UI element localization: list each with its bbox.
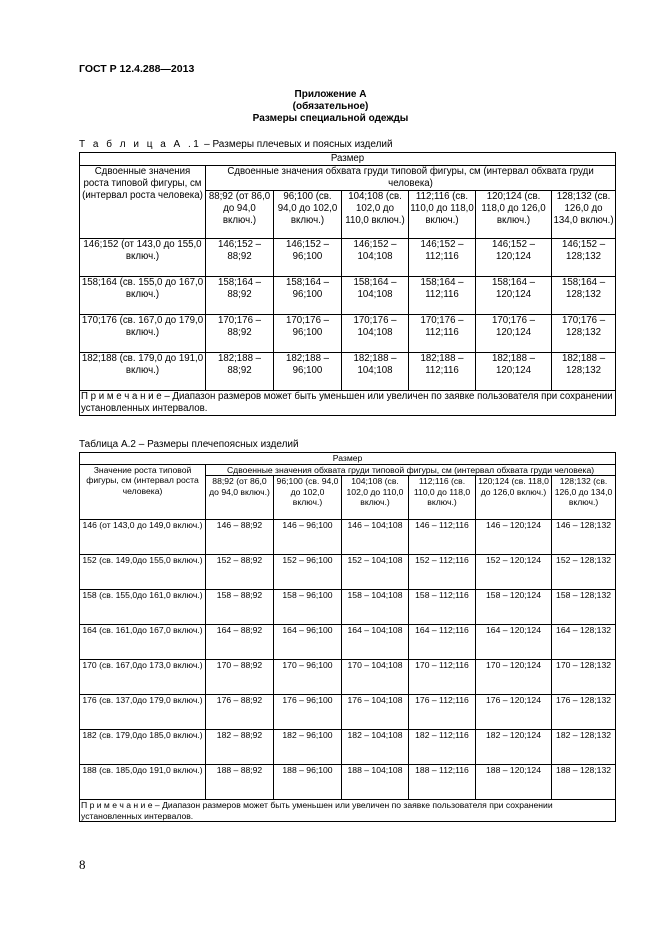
size-cell: 158;164 – 128;132: [552, 277, 616, 315]
size-cell: 152 – 112;116: [409, 555, 476, 590]
size-cell: 146 – 120;124: [476, 520, 552, 555]
table2: [79, 452, 616, 822]
size-cell: 164 – 96;100: [274, 625, 342, 660]
size-cell: 158;164 – 112;116: [409, 277, 476, 315]
table1-caption-text: – Размеры плечевых и поясных изделий: [201, 139, 393, 150]
row-height-cell: 146 (от 143,0 до 149,0 включ.): [80, 520, 206, 555]
size-cell: 146;152 – 104;108: [342, 239, 409, 277]
row-height-cell: 176 (св. 137,0до 179,0 включ.): [80, 695, 206, 730]
table1-caption: [79, 139, 393, 150]
row-height-cell: 152 (св. 149,0до 155,0 включ.): [80, 555, 206, 590]
table-row: [80, 353, 616, 391]
table2-caption: [79, 439, 299, 450]
table1-caption-prefix: Т а б л и ц а А .1: [79, 139, 202, 150]
size-cell: 188 – 96;100: [274, 765, 342, 800]
table-header-row: [80, 166, 616, 191]
table-row: [80, 555, 616, 590]
row-height-cell: 182;188 (св. 179,0 до 191,0 включ.): [80, 353, 206, 391]
size-cell: 182;188 – 112;116: [409, 353, 476, 391]
row-height-cell: 170 (св. 167,0до 173,0 включ.): [80, 660, 206, 695]
note-label: П р и м е ч а н и е: [81, 391, 162, 402]
size-cell: 158 – 120;124: [476, 590, 552, 625]
table1-body: [80, 153, 616, 416]
size-cell: 182;188 – 104;108: [342, 353, 409, 391]
size-cell: 182;188 – 88;92: [206, 353, 274, 391]
size-cell: 170 – 120;124: [476, 660, 552, 695]
size-cell: 158 – 88;92: [206, 590, 274, 625]
size-cell: 146;152 – 128;132: [552, 239, 616, 277]
size-cell: 164 – 128;132: [552, 625, 616, 660]
size-cell: 152 – 104;108: [342, 555, 409, 590]
size-cell: 164 – 120;124: [476, 625, 552, 660]
table-row: [80, 590, 616, 625]
size-cell: 188 – 120;124: [476, 765, 552, 800]
table-row: [80, 277, 616, 315]
size-cell: 176 – 104;108: [342, 695, 409, 730]
table-row: [80, 315, 616, 353]
size-cell: 176 – 120;124: [476, 695, 552, 730]
table2-caption-prefix: Таблица А.2: [79, 439, 136, 450]
table-row: [80, 625, 616, 660]
note-text: – Диапазон размеров может быть уменьшен или увеличен по заявке пользователя при сохранении установленных интервалов.: [81, 391, 613, 414]
table2-caption-text: – Размеры плечепоясных изделий: [136, 439, 299, 450]
row-height-cell: 158;164 (св. 155,0 до 167,0 включ.): [80, 277, 206, 315]
size-cell: 152 – 128;132: [552, 555, 616, 590]
size-cell: 176 – 88;92: [206, 695, 274, 730]
size-cell: 188 – 104;108: [342, 765, 409, 800]
size-cell: 170 – 128;132: [552, 660, 616, 695]
size-cell: 146 – 96;100: [274, 520, 342, 555]
chest-header: Сдвоенные значения обхвата груди типовой фигуры, см (интервал обхвата груди человека): [206, 464, 616, 476]
note-row: [80, 800, 616, 822]
size-cell: 158 – 104;108: [342, 590, 409, 625]
size-cell: 188 – 88;92: [206, 765, 274, 800]
size-cell: 170 – 104;108: [342, 660, 409, 695]
table-header-row: [80, 464, 616, 476]
height-header: Сдвоенные значения роста типовой фигуры, см (интервал роста человека): [80, 166, 206, 239]
chest-column-header: 96;100 (св. 94,0 до 102,0 включ.): [274, 191, 342, 239]
size-cell: 146;152 – 88;92: [206, 239, 274, 277]
row-height-cell: 170;176 (св. 167,0 до 179,0 включ.): [80, 315, 206, 353]
chest-column-header: 96;100 (св. 94,0 до 102,0 включ.): [274, 476, 342, 520]
size-cell: 146;152 – 120;124: [476, 239, 552, 277]
chest-column-header: 120;124 (св. 118,0 до 126,0 включ.): [476, 191, 552, 239]
size-cell: 170;176 – 112;116: [409, 315, 476, 353]
size-cell: 182;188 – 120;124: [476, 353, 552, 391]
table1: [79, 152, 616, 416]
row-height-cell: 182 (св. 179,0до 185,0 включ.): [80, 730, 206, 765]
size-cell: 158 – 112;116: [409, 590, 476, 625]
size-cell: 170;176 – 128;132: [552, 315, 616, 353]
size-cell: 188 – 128;132: [552, 765, 616, 800]
note-text: – Диапазон размеров может быть уменьшен или увеличен по заявке пользователя при сохранении установленных интервалов.: [81, 800, 553, 821]
size-header: Размер: [80, 153, 616, 166]
table-row: [80, 520, 616, 555]
row-height-cell: 188 (св. 185,0до 191,0 включ.): [80, 765, 206, 800]
appendix-title: Приложение А: [294, 89, 367, 100]
row-height-cell: 164 (св. 161,0до 167,0 включ.): [80, 625, 206, 660]
size-cell: 164 – 88;92: [206, 625, 274, 660]
size-cell: 152 – 96;100: [274, 555, 342, 590]
table-row: [80, 695, 616, 730]
chest-column-header: 112;116 (св. 110,0 до 118,0 включ.): [409, 476, 476, 520]
size-cell: 146 – 88;92: [206, 520, 274, 555]
size-cell: 182 – 96;100: [274, 730, 342, 765]
size-cell: 170 – 88;92: [206, 660, 274, 695]
document-header: ГОСТ Р 12.4.288—2013: [79, 63, 195, 75]
chest-column-header: 88;92 (от 86,0 до 94,0 включ.): [206, 476, 274, 520]
chest-column-header: 112;116 (св. 110,0 до 118,0 включ.): [409, 191, 476, 239]
size-cell: 146 – 112;116: [409, 520, 476, 555]
size-cell: 182 – 104;108: [342, 730, 409, 765]
table-note: [80, 800, 616, 822]
height-header: Значение роста типовой фигуры, см (интервал роста человека): [80, 464, 206, 520]
size-cell: 170 – 112;116: [409, 660, 476, 695]
size-cell: 182 – 88;92: [206, 730, 274, 765]
chest-column-header: 128;132 (св. 126,0 до 134,0 включ.): [552, 476, 616, 520]
size-cell: 164 – 104;108: [342, 625, 409, 660]
note-label: П р и м е ч а н и е: [81, 800, 153, 811]
chest-column-header: 104;108 (св. 102,0 до 110,0 включ.): [342, 191, 409, 239]
size-cell: 158 – 96;100: [274, 590, 342, 625]
page-number: 8: [79, 857, 86, 872]
size-cell: 146;152 – 96;100: [274, 239, 342, 277]
size-cell: 182 – 120;124: [476, 730, 552, 765]
table-note: [80, 391, 616, 416]
size-cell: 182 – 112;116: [409, 730, 476, 765]
size-cell: 158;164 – 96;100: [274, 277, 342, 315]
size-cell: 146;152 – 112;116: [409, 239, 476, 277]
table-header-row: [80, 453, 616, 465]
size-cell: 146 – 128;132: [552, 520, 616, 555]
size-cell: 188 – 112;116: [409, 765, 476, 800]
row-height-cell: 146;152 (от 143,0 до 155,0 включ.): [80, 239, 206, 277]
size-header: Размер: [80, 453, 616, 465]
table2-body: [80, 453, 616, 822]
size-cell: 170 – 96;100: [274, 660, 342, 695]
row-height-cell: 158 (св. 155,0до 161,0 включ.): [80, 590, 206, 625]
chest-column-header: 104;108 (св. 102,0 до 110,0 включ.): [342, 476, 409, 520]
size-cell: 146 – 104;108: [342, 520, 409, 555]
table-row: [80, 730, 616, 765]
chest-column-header: 128;132 (св. 126,0 до 134,0 включ.): [552, 191, 616, 239]
chest-column-header: 120;124 (св. 118,0 до 126,0 включ.): [476, 476, 552, 520]
chest-column-header: 88;92 (от 86,0 до 94,0 включ.): [206, 191, 274, 239]
size-cell: 176 – 128;132: [552, 695, 616, 730]
size-cell: 182 – 128;132: [552, 730, 616, 765]
size-cell: 158;164 – 120;124: [476, 277, 552, 315]
size-cell: 158;164 – 88;92: [206, 277, 274, 315]
note-row: [80, 391, 616, 416]
size-cell: 170;176 – 104;108: [342, 315, 409, 353]
size-cell: 170;176 – 120;124: [476, 315, 552, 353]
chest-header: Сдвоенные значения обхвата груди типовой фигуры, см (интервал обхвата груди человека): [206, 166, 616, 191]
table-header-row: [80, 153, 616, 166]
size-cell: 170;176 – 96;100: [274, 315, 342, 353]
appendix-name: Размеры специальной одежды: [252, 113, 409, 124]
size-cell: 164 – 112;116: [409, 625, 476, 660]
size-cell: 170;176 – 88;92: [206, 315, 274, 353]
size-cell: 182;188 – 128;132: [552, 353, 616, 391]
size-cell: 152 – 120;124: [476, 555, 552, 590]
size-cell: 176 – 96;100: [274, 695, 342, 730]
size-cell: 176 – 112;116: [409, 695, 476, 730]
table-row: [80, 765, 616, 800]
appendix-status: (обязательное): [292, 101, 369, 112]
size-cell: 158 – 128;132: [552, 590, 616, 625]
table-row: [80, 660, 616, 695]
size-cell: 182;188 – 96;100: [274, 353, 342, 391]
table-row: [80, 239, 616, 277]
size-cell: 158;164 – 104;108: [342, 277, 409, 315]
size-cell: 152 – 88;92: [206, 555, 274, 590]
